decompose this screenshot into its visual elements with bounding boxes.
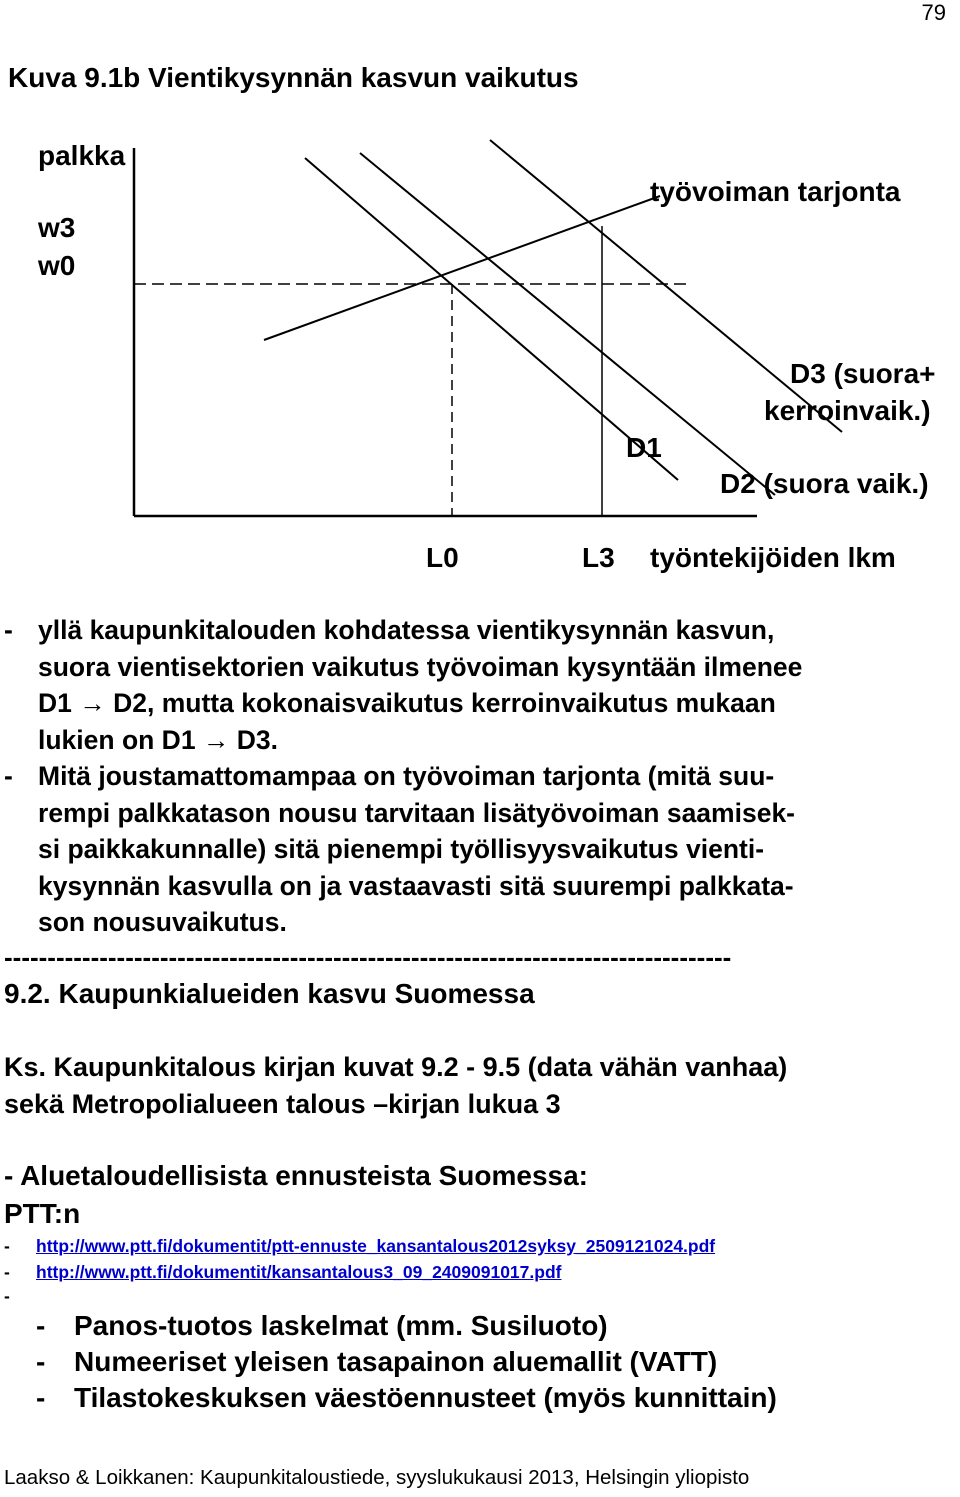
w0-label: w0 [38, 250, 76, 281]
list-item [36, 1310, 608, 1342]
d1-label: D1 [626, 432, 662, 463]
link-item [4, 1262, 561, 1283]
ptt-label: PTT:n [4, 1198, 81, 1229]
paragraph-line: sekä Metropolialueen talous –kirjan lukua 3 [4, 1089, 561, 1119]
forecast-heading: - Aluetaloudellisista ennusteista Suomessa: [4, 1160, 589, 1191]
list-item [36, 1382, 777, 1414]
x-axis-label: työntekijöiden lkm [650, 542, 896, 573]
separator-line: ------------------------------------------------------------------------------------ [4, 942, 732, 972]
supply-curve [264, 196, 660, 340]
l3-label: L3 [582, 542, 615, 573]
link-item [4, 1236, 715, 1257]
page-number: 79 [921, 0, 946, 25]
bullet-line: Mitä joustamattomampaa on työvoiman tarjonta (mitä suu- [38, 761, 775, 791]
section-heading: 9.2. Kaupunkialueiden kasvu Suomessa [4, 978, 535, 1009]
list-item [36, 1346, 717, 1378]
ptt-national-economy-link[interactable]: http://www.ptt.fi/dokumentit/kansantalous3_09_2409091017.pdf [36, 1262, 562, 1282]
list-dash: - [36, 1382, 46, 1413]
demand-curve-d1 [305, 158, 678, 480]
bullet-item [4, 612, 954, 758]
link-dash: - [4, 1262, 10, 1282]
link-dash: - [4, 1236, 10, 1256]
bullet-line: kysynnän kasvulla on ja vastaavasti sitä suurempi palkkata- [38, 870, 794, 901]
list-item-text: Tilastokeskuksen väestöennusteet (myös kunnittain) [74, 1382, 777, 1413]
d2-label: D2 (suora vaik.) [720, 468, 929, 499]
w3-label: w3 [38, 212, 76, 243]
bullet-line: rempi palkkatason nousu tarvitaan lisätyövoiman saamisek- [38, 797, 796, 828]
page-footer: Laakso & Loikkanen: Kaupunkitaloustiede, syyslukukausi 2013, Helsingin yliopisto [4, 1466, 750, 1489]
bullet-line: D1 → D2, mutta kokonaisvaikutus kerroinvaikutus mukaan [38, 688, 776, 718]
list-dash: - [36, 1346, 46, 1377]
bullet-list [4, 612, 954, 941]
bullet-line: son nousuvaikutus. [38, 907, 287, 937]
d3-label-line1: D3 (suora+ [790, 358, 936, 389]
list-item-text: Numeeriset yleisen tasapainon aluemallit (VATT) [74, 1346, 718, 1377]
list-item-text: Panos-tuotos laskelmat (mm. Susiluoto) [74, 1310, 608, 1341]
bullet-dash: - [4, 615, 13, 645]
ptt-forecast-link[interactable]: http://www.ptt.fi/dokumentit/ptt-ennuste_kansantalous2012syksy_2509121024.pdf [36, 1236, 716, 1256]
bullet-line: suora vientisektorien vaikutus työvoiman kysyntään ilmenee [38, 651, 803, 682]
supply-label: työvoiman tarjonta [650, 176, 901, 207]
y-axis-label: palkka [38, 140, 126, 171]
bullet-line: yllä kaupunkitalouden kohdatessa vientikysynnän kasvun, [38, 615, 775, 645]
bullet-dash: - [4, 761, 13, 791]
labor-market-diagram [0, 0, 960, 600]
empty-dash: - [4, 1286, 10, 1306]
bullet-line: si paikkakunnalle) sitä pienempi työllisyysvaikutus vienti- [38, 834, 765, 864]
paragraph-line: Ks. Kaupunkitalous kirjan kuvat 9.2 - 9.5 (data vähän vanhaa) [4, 1052, 788, 1082]
d3-label-line2: kerroinvaik.) [764, 395, 931, 426]
figure-title: Kuva 9.1b Vientikysynnän kasvun vaikutus [8, 62, 579, 93]
bullet-item [4, 758, 954, 941]
list-dash: - [36, 1310, 46, 1341]
bullet-line: lukien on D1 → D3. [38, 724, 279, 755]
l0-label: L0 [426, 542, 459, 573]
